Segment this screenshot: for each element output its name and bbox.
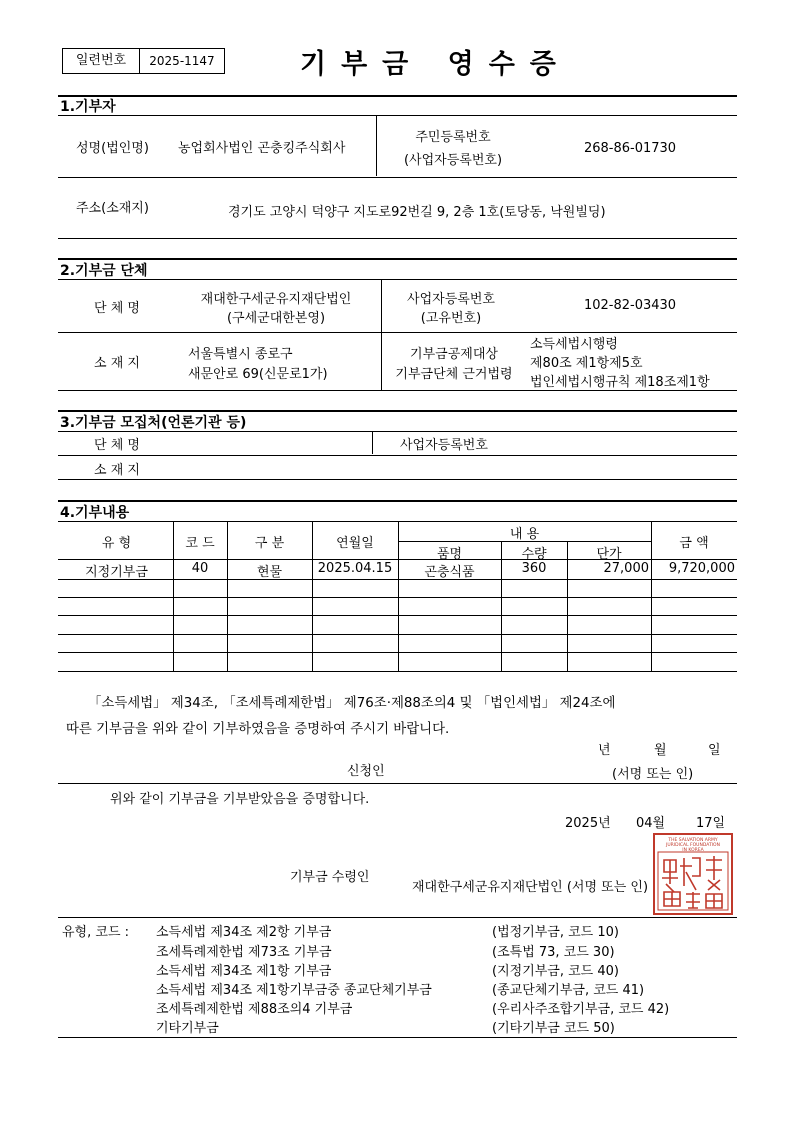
legend-code: (지정기부금, 코드 40) [492, 964, 619, 979]
received-text: 위와 같이 기부금을 기부받았음을 증명합니다. [110, 792, 370, 807]
donor-name-value: 농업회사법인 곤충킹주식회사 [178, 141, 346, 156]
divider [58, 1037, 737, 1038]
divider [58, 115, 737, 116]
seal-text-mid: JURIDICAL FOUNDATION [666, 843, 720, 848]
donor-id-value: 268-86-01730 [583, 141, 677, 156]
col-header-unit-price: 단가 [596, 547, 622, 562]
donor-id-label-line2: (사업자등록번호) [403, 153, 503, 168]
apply-day: 일 [708, 743, 721, 758]
cell-item: 곤충식품 [424, 565, 475, 580]
divider [58, 783, 737, 784]
serial-number-box [62, 48, 225, 74]
donor-address-label: 주소(소재지) [76, 201, 149, 216]
section-org-title: 2.기부금 단체 [60, 263, 148, 279]
org-name-label: 단 체 명 [94, 301, 140, 316]
section-content-title: 4.기부내용 [60, 505, 130, 521]
org-basis-line3: 법인세법시행규칙 제18조제1항 [530, 375, 710, 390]
divider [372, 432, 373, 454]
section-donor-title: 1.기부자 [60, 99, 116, 115]
org-name-line2: (구세군대한본영) [226, 311, 326, 326]
cell-unit-price: 27,000 [603, 561, 649, 576]
legend-code: (우리사주조합기부금, 코드 42) [492, 1002, 670, 1017]
divider [58, 559, 737, 560]
recipient-name: 재대한구세군유지재단법인 (서명 또는 인) [412, 880, 649, 895]
collector-name-label: 단 체 명 [94, 438, 140, 453]
seal-text-bottom: IN KOREA [682, 848, 704, 853]
certify-line2: 따른 기부금을 위와 같이 기부하였음을 증명하여 주시기 바랍니다. [66, 722, 450, 737]
legend-law: 조세특례제한법 제73조 기부금 [156, 945, 332, 960]
divider [58, 579, 737, 580]
org-basis-line1: 소득세법시행령 [530, 337, 618, 352]
org-basis-line2: 제80조 제1항제5호 [530, 356, 643, 371]
legend-law: 소득세법 제34조 제2항 기부금 [156, 925, 332, 940]
legend-law: 조세특례제한법 제88조의4 기부금 [156, 1002, 353, 1017]
legend-code: (기타기부금 코드 50) [492, 1021, 615, 1036]
org-location-line2: 새문안로 69(신문로1가) [188, 367, 328, 382]
divider [58, 479, 737, 480]
receipt-month: 04월 [636, 816, 666, 831]
apply-month: 월 [654, 743, 667, 758]
legend-code: (조특법 73, 코드 30) [492, 945, 615, 960]
divider [58, 238, 737, 239]
legend-code: (종교단체기부금, 코드 41) [492, 983, 645, 998]
cell-qty: 360 [521, 561, 547, 576]
collector-reg-label: 사업자등록번호 [400, 438, 488, 453]
org-location-line1: 서울특별시 종로구 [188, 347, 293, 362]
org-basis-label-line1: 기부금공제대상 [410, 347, 498, 362]
divider [58, 279, 737, 280]
divider [58, 455, 737, 456]
collector-location-label: 소 재 지 [94, 463, 140, 478]
legend-law: 소득세법 제34조 제1항 기부금 [156, 964, 332, 979]
col-header-category: 구 분 [254, 536, 285, 551]
seal-text-top: THE SALVATION ARMY [668, 838, 718, 843]
divider [58, 390, 737, 391]
organization-seal [652, 832, 734, 916]
document-title: 기부금 영수증 [300, 49, 571, 80]
divider [58, 597, 737, 598]
divider [58, 258, 737, 260]
section-collector-title: 3.기부금 모집처(언론기관 등) [60, 415, 247, 431]
applicant-label: 신청인 [347, 764, 385, 779]
legend-law: 소득세법 제34조 제1항기부금중 종교단체기부금 [156, 983, 432, 998]
divider [58, 671, 737, 672]
divider [376, 116, 377, 176]
org-reg-label-line1: 사업자등록번호 [407, 292, 495, 307]
cell-code: 40 [191, 561, 209, 576]
legend-prefix: 유형, 코드 : [62, 925, 130, 940]
divider [381, 280, 382, 390]
org-reg-label-line2: (고유번호) [420, 311, 482, 326]
divider [58, 332, 737, 333]
applicant-sign: (서명 또는 인) [612, 767, 694, 782]
legend-law: 기타기부금 [156, 1021, 219, 1036]
serial-number-value: 2025-1147 [149, 54, 215, 68]
divider [58, 95, 737, 97]
recipient-label: 기부금 수령인 [290, 870, 370, 885]
divider [58, 917, 737, 918]
col-header-qty: 수량 [521, 547, 547, 562]
org-reg-value: 102-82-03430 [583, 298, 677, 313]
col-header-details: 내 용 [509, 527, 540, 542]
org-name-line1: 재대한구세군유지재단법인 [200, 292, 352, 307]
cell-amount: 9,720,000 [668, 561, 735, 576]
col-header-type: 유 형 [101, 536, 132, 551]
col-header-amount: 금 액 [679, 536, 709, 551]
receipt-day: 17일 [696, 816, 726, 831]
donor-name-label: 성명(법인명) [76, 141, 149, 156]
divider [58, 634, 737, 635]
apply-year: 년 [598, 743, 611, 758]
org-location-label: 소 재 지 [94, 356, 140, 371]
receipt-year: 2025년 [565, 816, 611, 831]
legend-code: (법정기부금, 코드 10) [492, 925, 619, 940]
divider [58, 431, 737, 432]
serial-number-label: 일련번호 [63, 49, 140, 73]
org-basis-label-line2: 기부금단체 근거법령 [395, 367, 513, 382]
divider [58, 500, 737, 502]
col-header-item: 품명 [436, 547, 463, 562]
cell-type: 지정기부금 [85, 565, 148, 580]
certify-line1: 「소득세법」 제34조, 「조세특례제한법」 제76조·제88조의4 및 「법인세법」 제24조에 [88, 696, 616, 711]
cell-category: 현물 [256, 565, 283, 580]
divider [58, 615, 737, 616]
col-header-code: 코 드 [185, 536, 215, 551]
divider [58, 177, 737, 178]
donor-id-label-line1: 주민등록번호 [415, 130, 491, 145]
donor-address-value: 경기도 고양시 덕양구 지도로92번길 9, 2층 1호(토당동, 낙원빌딩) [228, 205, 606, 220]
cell-date: 2025.04.15 [317, 561, 393, 576]
divider [58, 652, 737, 653]
col-header-date: 연월일 [336, 536, 374, 551]
